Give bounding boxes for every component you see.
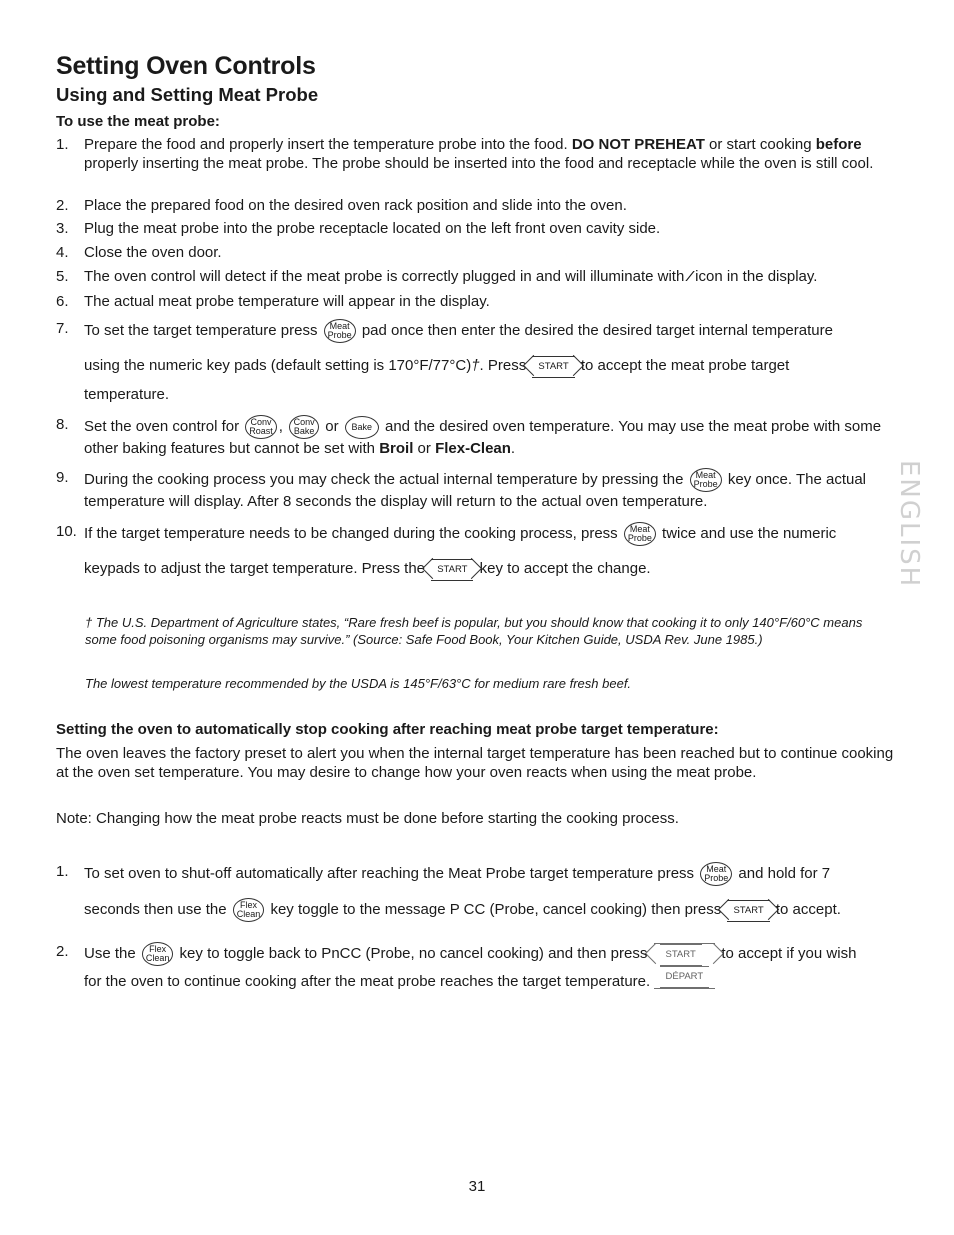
- flex-clean-key-icon: Flex Clean: [142, 942, 174, 966]
- bake-key-icon: Bake: [345, 416, 379, 439]
- start-depart-key-icon: START DÉPART: [654, 943, 716, 965]
- conv-bake-key-icon: Conv Bake: [289, 415, 319, 439]
- step-number: 4.: [56, 244, 69, 261]
- steps2-list: [56, 862, 891, 1002]
- meat-probe-key-icon: Meat Probe: [700, 862, 732, 886]
- step-text: Use the Flex Clean key to toggle back to PnCC (Probe, no cancel cooking) and then press START DÉPART to accept if you wish for the oven to continue cooking after the meat probe reaches the target temperature.: [84, 944, 857, 990]
- step-text: To set the target temperature press Meat Probe pad once then enter the desired the desired target internal temperature using the numeric key pads (default setting is 170°F/77°C)†. Press START to accept the meat probe target temperature.: [84, 321, 833, 403]
- step-text: Place the prepared food on the desired oven rack position and slide into the oven.: [84, 197, 627, 214]
- step-text: Close the oven door.: [84, 244, 222, 261]
- step-text: During the cooking process you may check the actual internal temperature by pressing the Meat Probe key once. The actual temperature will display. After 8 seconds the display will return to the actual oven temperature.: [84, 470, 866, 510]
- page-title: Setting Oven Controls: [56, 52, 316, 80]
- step-number: 1.: [56, 136, 69, 153]
- flex-clean-key-icon: Flex Clean: [233, 898, 265, 922]
- probe-icon: ⁄: [688, 268, 691, 285]
- step-number: 7.: [56, 320, 69, 337]
- steps-list: [56, 135, 891, 595]
- page-number: 31: [468, 1178, 486, 1195]
- step-number: 5.: [56, 268, 69, 285]
- step-text: Prepare the food and properly insert the temperature probe into the food. DO NOT PREHEAT or start cooking before properly inserting the meat probe. The probe should be inserted into the food and receptacle while the oven is still cool.: [84, 136, 874, 172]
- start-key-icon: START: [727, 899, 769, 921]
- section-paragraph: The oven leaves the factory preset to alert you when the internal target temperature has been reached but to continue cooking at the oven set temperature. You may desire to change how your oven reacts when using the meat probe.: [56, 745, 894, 781]
- step-number: 8.: [56, 416, 69, 433]
- section-subtitle: Using and Setting Meat Probe: [56, 84, 319, 105]
- step-text: Set the oven control for Conv Roast , Conv Bake or Bake and the desired oven temperature. You may use the meat probe with some other baking features but cannot be set with Broil or Flex-Clean.: [84, 417, 882, 457]
- start-key-icon: START: [532, 355, 574, 377]
- meat-probe-key-icon: Meat Probe: [690, 468, 722, 492]
- footnote-usda: † The U.S. Department of Agriculture states, “Rare fresh beef is popular, but you should know that cooking it to only 140°F/60°C means some food poisoning organisms may survive.” (Source: Safe Food Book, Your Kitchen Guide, USDA Rev. June 1985.): [85, 615, 863, 647]
- footnote-lowest-temp: The lowest temperature recommended by the USDA is 145°F/63°C for medium rare fresh beef.: [85, 676, 632, 691]
- step-number: 9.: [56, 469, 69, 486]
- step-text: The actual meat probe temperature will appear in the display.: [84, 293, 490, 310]
- step-text: To set oven to shut-off automatically after reaching the Meat Probe target temperature press Meat Probe and hold for 7 seconds then use the Flex Clean key toggle to the message P CC (Probe, cancel cooking) then press START to accept.: [84, 862, 889, 922]
- step-text: The oven control will detect if the meat probe is correctly plugged in and will illuminate with ⁄ icon in the display.: [84, 268, 818, 285]
- note-text: Note: Changing how the meat probe reacts must be done before starting the cooking process.: [56, 810, 679, 827]
- step-number: 2.: [56, 943, 69, 960]
- step-number: 6.: [56, 293, 69, 310]
- section-heading-auto-stop: Setting the oven to automatically stop cooking after reaching meat probe target temperature:: [56, 721, 719, 738]
- step-number: 3.: [56, 220, 69, 237]
- conv-roast-key-icon: Conv Roast: [245, 415, 277, 439]
- section-heading-use-probe: To use the meat probe:: [56, 113, 220, 130]
- step-text: Plug the meat probe into the probe receptacle located on the left front oven cavity side.: [84, 220, 661, 237]
- meat-probe-key-icon: Meat Probe: [624, 522, 656, 546]
- step-text: If the target temperature needs to be changed during the cooking process, press Meat Probe twice and use the numeric keypads to adjust the target temperature. Press the START key to accept the change.: [84, 522, 889, 580]
- start-key-icon: START: [431, 558, 473, 580]
- language-tab-english: ENGLISH: [894, 460, 924, 589]
- meat-probe-key-icon: Meat Probe: [324, 319, 356, 343]
- step-number: 1.: [56, 863, 69, 880]
- step-number: 10.: [56, 523, 77, 540]
- step-number: 2.: [56, 197, 69, 214]
